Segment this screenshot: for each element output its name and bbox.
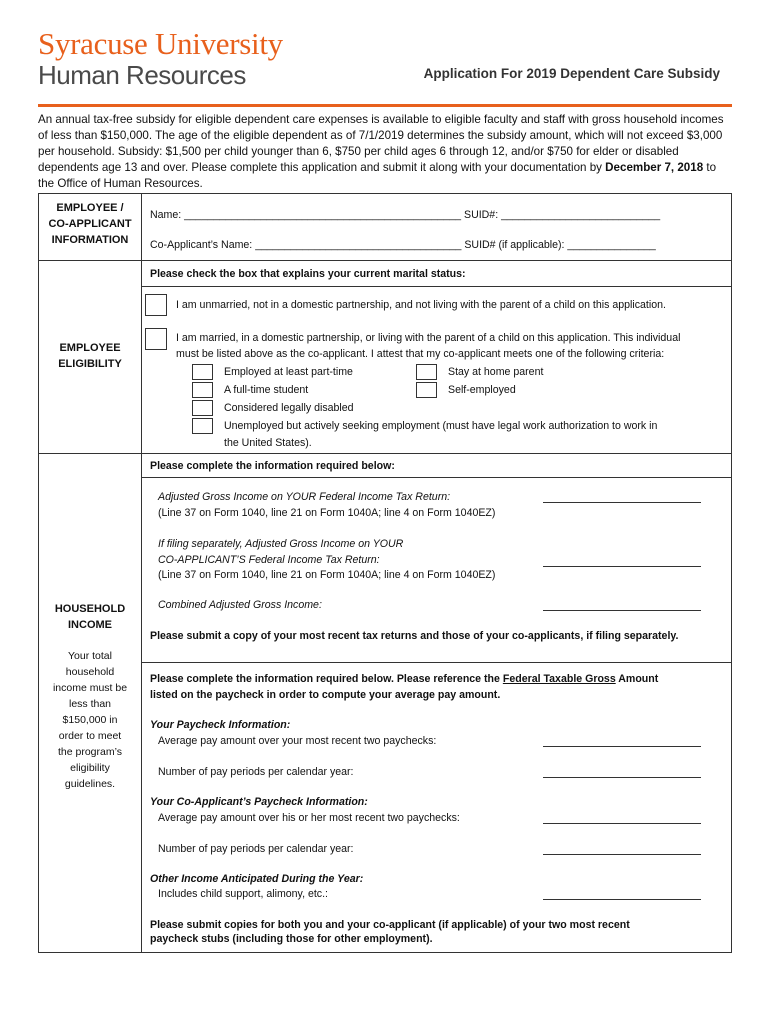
unemployed-checkbox[interactable] xyxy=(192,418,213,434)
paycheck-heading-2: listed on the paycheck in order to compute your average pay amount. xyxy=(150,689,501,701)
submit-stubs-note-1: Please submit copies for both you and your co-applicant (if applicable) of your two most recent xyxy=(150,919,630,931)
intro-paragraph: An annual tax-free subsidy for eligible dependent care expenses is available to eligible faculty and staff with gross household incomes of less than $150,000. The age of the eligible dependent as of 7/1/2019 determines the subsidy amount, which will not exceed $3,000 per household. Subsidy: $1,500 per child younger than 6, $750 per child ages 6 through 12, and/or $750 for elder or disabled dependents age 13 and over. Please complete this application and submit it along with your documentation by December 7, 2018 to the Office of Human Resources. xyxy=(38,113,724,190)
combined-agi-label: Combined Adjusted Gross Income: xyxy=(158,599,322,611)
coapplicant-suid-field[interactable]: Co-Applicant’s Name: ___________________________________ SUID# (if applicable): _______________ xyxy=(150,239,656,251)
coapp-paycheck-heading: Your Co-Applicant’s Paycheck Information: xyxy=(150,796,368,808)
married-checkbox[interactable] xyxy=(145,328,167,350)
coapp-pay-periods-label: Number of pay periods per calendar year: xyxy=(158,843,354,855)
part-time-checkbox[interactable] xyxy=(192,364,213,380)
self-employed-checkbox[interactable] xyxy=(416,382,437,398)
unmarried-option-label: I am unmarried, not in a domestic partnership, and not living with the parent of a child on this application. xyxy=(176,299,666,311)
marital-status-heading: Please check the box that explains your current marital status: xyxy=(150,268,466,280)
combined-agi-input[interactable] xyxy=(543,610,701,611)
page-title: Application For 2019 Dependent Care Subsidy xyxy=(423,66,720,81)
paycheck-heading-1: Please complete the information required below. Please reference the Federal Taxable Gross Amount xyxy=(150,673,659,685)
your-pay-periods-label: Number of pay periods per calendar year: xyxy=(158,766,354,778)
income-heading: Please complete the information required below: xyxy=(150,460,395,472)
coapplicant-agi-input[interactable] xyxy=(543,566,701,567)
submit-stubs-note-2: paycheck stubs (including those for other employment). xyxy=(150,933,433,945)
coapp-avg-pay-input[interactable] xyxy=(543,823,701,824)
brand-university: Syracuse University xyxy=(38,26,283,61)
deadline: December 7, 2018 xyxy=(605,161,704,174)
married-option-label-2: must be listed above as the co-applicant. I attest that my co-applicant meets one of the following criteria: xyxy=(176,348,665,360)
coapp-pay-periods-input[interactable] xyxy=(543,854,701,855)
your-paycheck-heading: Your Paycheck Information: xyxy=(150,719,291,731)
sep-agi-line-ref: (Line 37 on Form 1040, line 21 on Form 1040A; line 4 on Form 1040EZ) xyxy=(158,569,496,581)
submit-tax-returns-note: Please submit a copy of your most recent tax returns and those of your co-applicants, if filing separately. xyxy=(150,630,679,642)
federal-taxable-gross-emphasis: Federal Taxable Gross xyxy=(502,673,616,685)
disabled-checkbox[interactable] xyxy=(192,400,213,416)
other-income-note: Includes child support, alimony, etc.: xyxy=(158,888,328,900)
your-avg-pay-label: Average pay amount over your most recent two paychecks: xyxy=(158,735,437,747)
stay-home-checkbox[interactable] xyxy=(416,364,437,380)
section-label-eligibility: EMPLOYEE ELIGIBILITY xyxy=(58,342,122,370)
your-avg-pay-input[interactable] xyxy=(543,746,701,747)
your-pay-periods-input[interactable] xyxy=(543,777,701,778)
stay-home-label: Stay at home parent xyxy=(448,366,544,378)
agi-label: Adjusted Gross Income on YOUR Federal Income Tax Return: xyxy=(158,491,451,503)
section-label-household-income: HOUSEHOLD INCOME xyxy=(54,603,126,631)
student-checkbox[interactable] xyxy=(192,382,213,398)
part-time-label: Employed at least part-time xyxy=(224,366,353,378)
unemployed-label-2: the United States). xyxy=(224,437,312,449)
married-option-label-1: I am married, in a domestic partnership, or living with the parent of a child on this application. This individual xyxy=(176,332,681,344)
sep-agi-label-2: CO-APPLICANT’S Federal Income Tax Return: xyxy=(158,554,380,566)
other-income-input[interactable] xyxy=(543,899,701,900)
income-eligibility-note: Your total household income must be less than $150,000 in order to meet the program’s eligibility guidelines. xyxy=(52,650,128,790)
agi-line-ref: (Line 37 on Form 1040, line 21 on Form 1040A; line 4 on Form 1040EZ) xyxy=(158,507,496,519)
disabled-label: Considered legally disabled xyxy=(224,402,354,414)
self-employed-label: Self-employed xyxy=(448,384,516,396)
other-income-heading: Other Income Anticipated During the Year: xyxy=(150,873,364,885)
name-suid-field[interactable]: Name: _______________________________________________ SUID#: ___________________________ xyxy=(150,209,661,221)
unemployed-label-1: Unemployed but actively seeking employment (must have legal work authorization to work in xyxy=(224,420,658,432)
brand-department: Human Resources xyxy=(38,60,246,90)
unmarried-checkbox[interactable] xyxy=(145,294,167,316)
section-label-employee-info: EMPLOYEE / CO-APPLICANT INFORMATION xyxy=(48,202,132,246)
agi-input[interactable] xyxy=(543,502,701,503)
header-divider xyxy=(38,104,732,107)
sep-agi-label-1: If filing separately, Adjusted Gross Income on YOUR xyxy=(158,538,404,550)
coapp-avg-pay-label: Average pay amount over his or her most recent two paychecks: xyxy=(158,812,460,824)
student-label: A full-time student xyxy=(224,384,309,396)
